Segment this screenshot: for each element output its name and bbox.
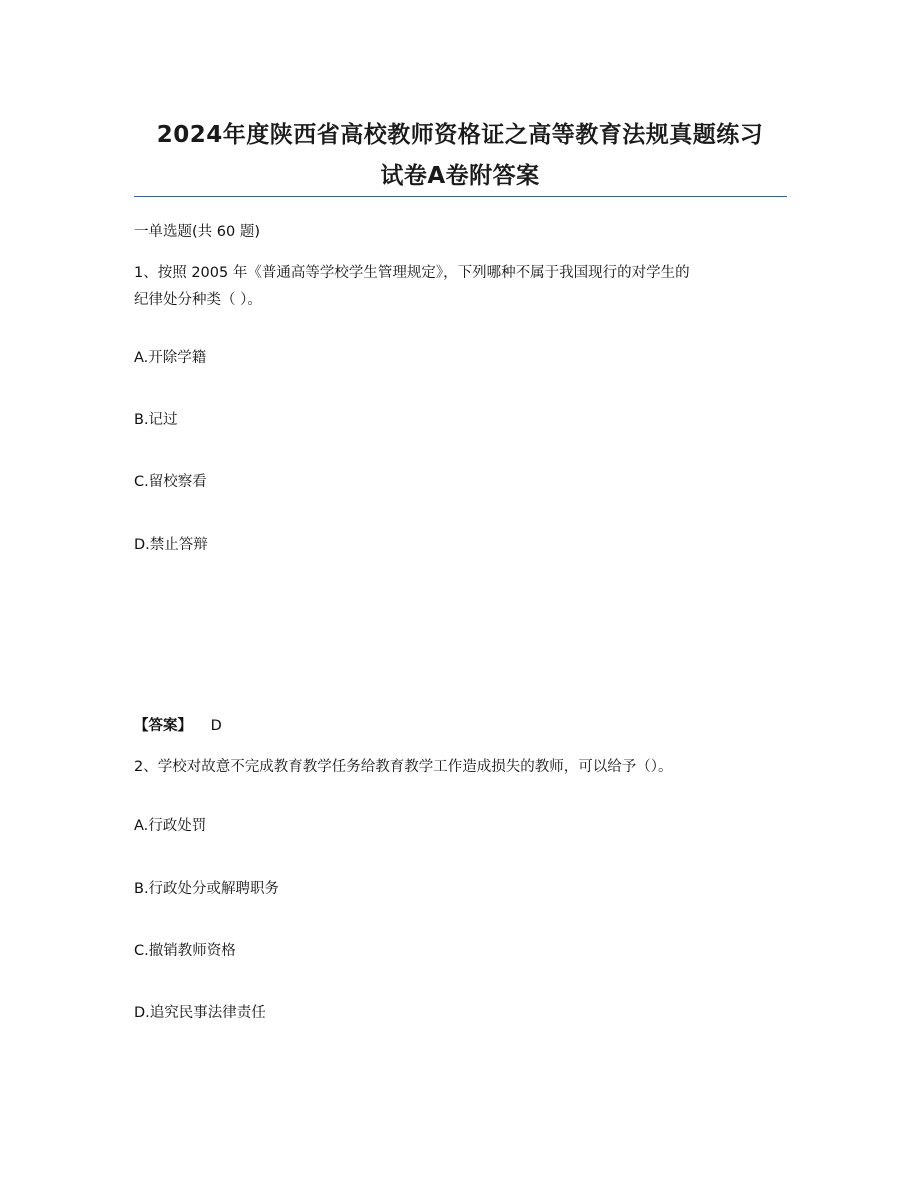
- question-1-option-b: B.记过: [134, 412, 178, 428]
- question-2-stem-line-1: 2、学校对故意不完成教育教学任务给教育教学工作造成损失的教师，可以给予（）。: [134, 759, 673, 775]
- answer-value: D: [210, 718, 222, 734]
- title-line-1: 2024年度陕西省高校教师资格证之高等教育法规真题练习: [156, 122, 764, 148]
- question-1-option-a: A.开除学籍: [134, 350, 207, 366]
- question-1-answer: [134, 716, 222, 736]
- question-2-option-d: D.追究民事法律责任: [134, 1005, 266, 1021]
- question-1-stem-line-1: 1、按照 2005 年《普通高等学校学生管理规定》，下列哪种不属于我国现行的对学生的: [134, 265, 690, 281]
- answer-label: 【答案】: [134, 718, 192, 734]
- question-1-stem-line-2: 纪律处分种类（ ）。: [134, 292, 262, 308]
- title-line-2: 试卷A卷附答案: [380, 163, 540, 189]
- section-header: 一单选题(共 60 题): [134, 224, 260, 240]
- title-divider: [134, 196, 787, 197]
- question-2-option-a: A.行政处罚: [134, 818, 207, 834]
- question-1-option-c: C.留校察看: [134, 474, 207, 490]
- question-2-option-b: B.行政处分或解聘职务: [134, 881, 280, 897]
- question-1-option-d: D.禁止答辩: [134, 537, 208, 553]
- question-2-option-c: C.撤销教师资格: [134, 943, 236, 959]
